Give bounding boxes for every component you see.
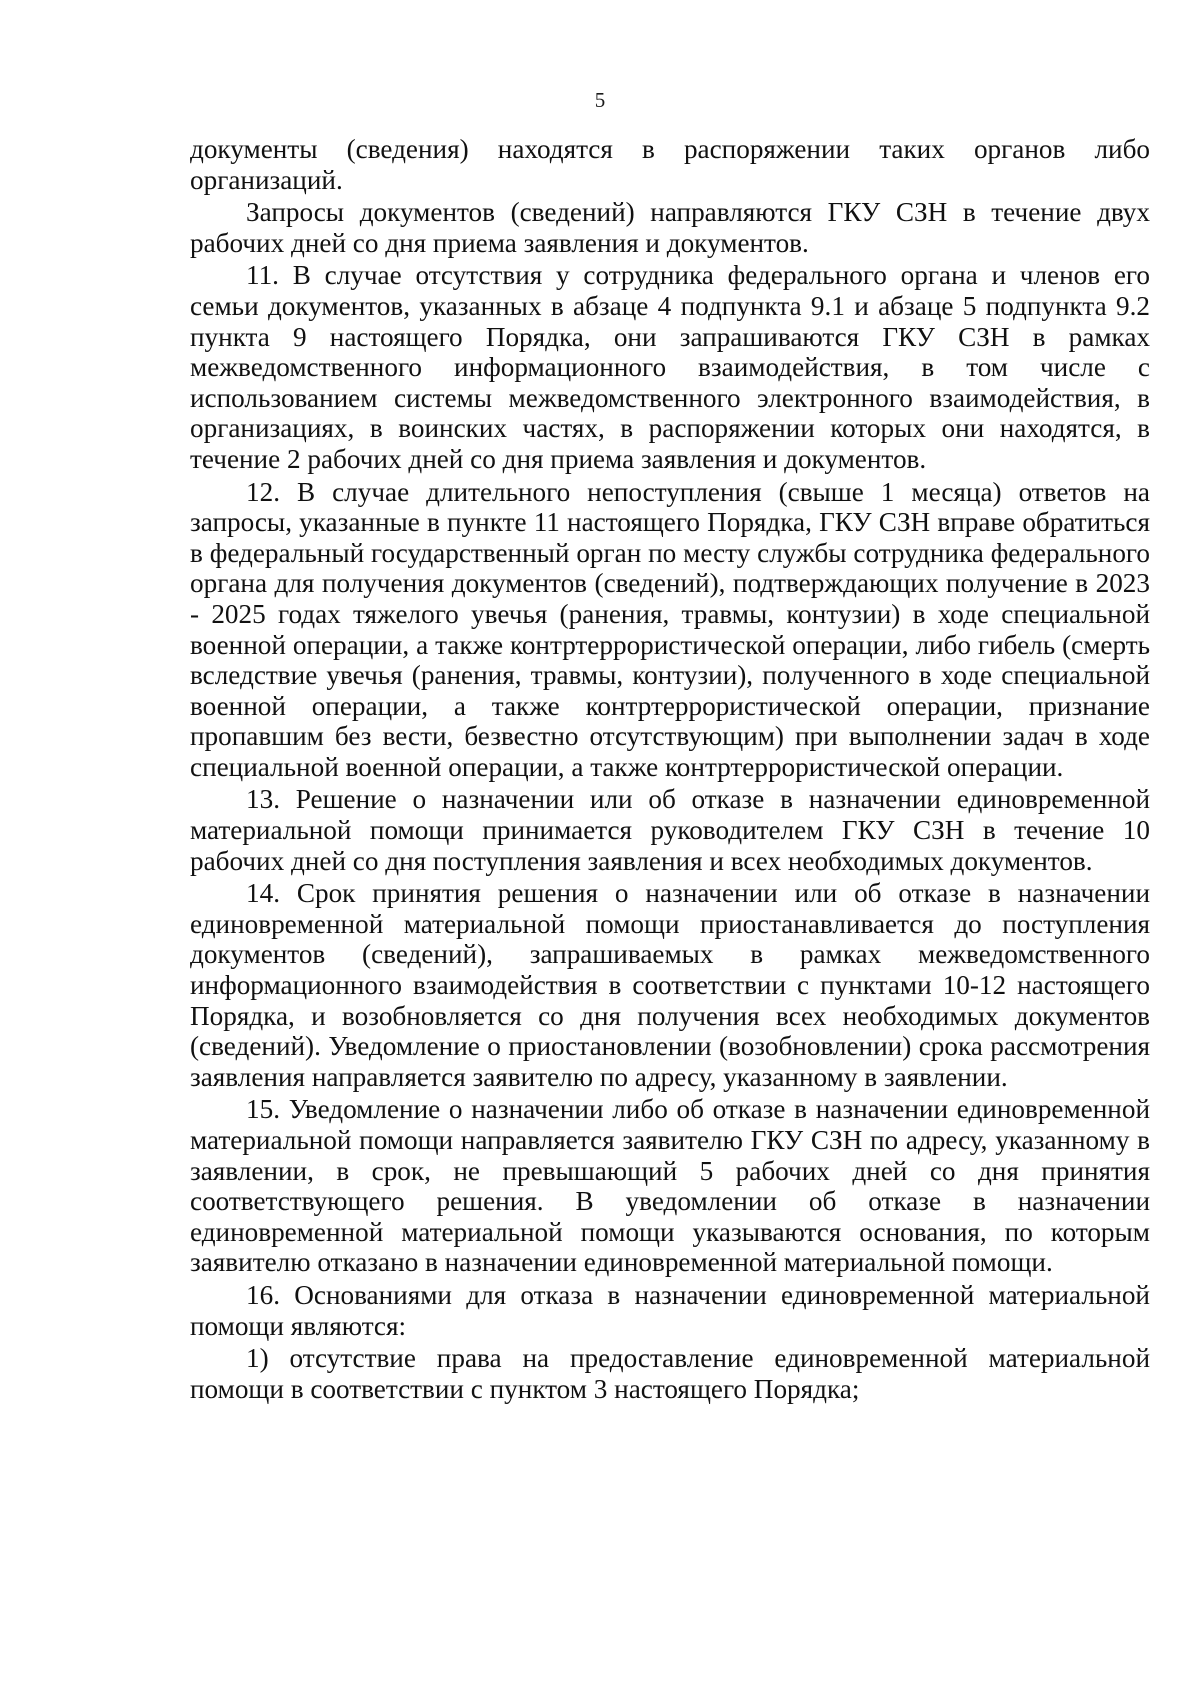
paragraph-14: 14. Срок принятия решения о назначении или об отказе в назначении единовременной материальной помощи приостанавливается до поступления документов (сведений), запрашиваемых в рамках межведомственного информационного взаимодействия в соответствии с пунктами 10-12 настоящего Порядка, и возобновляется со дня получения всех необходимых документов (сведений). Уведомление о приостановлении (возобновлении) срока рассмотрения заявления направляется заявителю по адресу, указанному в заявлении.: [190, 878, 1150, 1092]
paragraph-continuation: документы (сведения) находятся в распоряжении таких органов либо организаций.: [190, 134, 1150, 195]
paragraph-12: 12. В случае длительного непоступления (свыше 1 месяца) ответов на запросы, указанные в пункте 11 настоящего Порядка, ГКУ СЗН вправе обратиться в федеральный государственный орган по месту службы сотрудника федерального органа для получения документов (сведений), подтверждающих получение в 2023 - 2025 годах тяжелого увечья (ранения, травмы, контузии) в ходе специальной военной операции, а также контртеррористической операции, либо гибель (смерть вследствие увечья (ранения, травмы, контузии), полученного в ходе специальной военной операции, а также контртеррористической операции, признание пропавшим без вести, безвестно отсутствующим) при выполнении задач в ходе специальной военной операции, а также контртеррористической операции.: [190, 476, 1150, 782]
paragraph-requests: Запросы документов (сведений) направляются ГКУ СЗН в течение двух рабочих дней со дня приема заявления и документов.: [190, 197, 1150, 258]
page-number: 5: [594, 88, 606, 112]
paragraph-16-item-1: 1) отсутствие права на предоставление единовременной материальной помощи в соответствии с пунктом 3 настоящего Порядка;: [190, 1343, 1150, 1404]
document-body: [190, 134, 1150, 1406]
paragraph-16: 16. Основаниями для отказа в назначении единовременной материальной помощи являются:: [190, 1279, 1150, 1341]
paragraph-13: 13. Решение о назначении или об отказе в назначении единовременной материальной помощи принимается руководителем ГКУ СЗН в течение 10 рабочих дней со дня поступления заявления и всех необходимых документов.: [190, 784, 1150, 876]
paragraph-15: 15. Уведомление о назначении либо об отказе в назначении единовременной материальной помощи направляется заявителю ГКУ СЗН по адресу, указанному в заявлении, в срок, не превышающий 5 рабочих дней со дня принятия соответствующего решения. В уведомлении об отказе в назначении единовременной материальной помощи указываются основания, по которым заявителю отказано в назначении единовременной материальной помощи.: [190, 1094, 1150, 1278]
paragraph-11: 11. В случае отсутствия у сотрудника федерального органа и членов его семьи документов, указанных в абзаце 4 подпункта 9.1 и абзаце 5 подпункта 9.2 пункта 9 настоящего Порядка, они запрашиваются ГКУ СЗН в рамках межведомственного информационного взаимодействия, в том числе с использованием системы межведомственного электронного взаимодействия, в организациях, в воинских частях, в распоряжении которых они находятся, в течение 2 рабочих дней со дня приема заявления и документов.: [190, 260, 1150, 474]
